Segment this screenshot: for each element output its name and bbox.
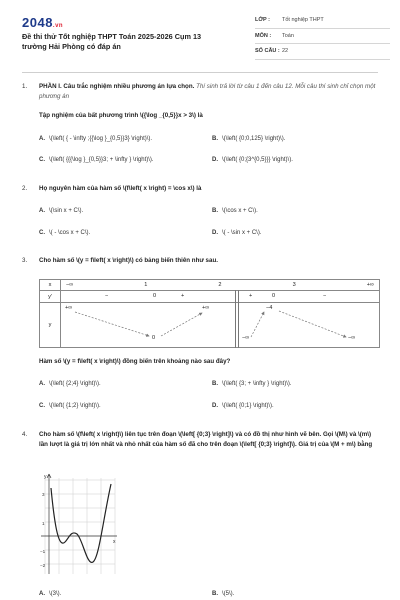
vt-dy-cell	[61, 291, 380, 303]
q2-option-c[interactable]: C. \( - \cos x + C\).	[39, 230, 91, 236]
site-logo[interactable]: 2048.vn	[22, 15, 64, 30]
vt-x-label: x	[40, 280, 61, 291]
vt-y-value: +∞	[202, 305, 210, 311]
question-text: Họ nguyên hàm của hàm số \(f\left( x \right) = \cos x\) là	[39, 185, 202, 192]
graph-y-label: y	[44, 474, 47, 480]
q2-option-a[interactable]: A. \(\sin x + C\).	[39, 208, 84, 214]
vt-arrow-up	[251, 312, 264, 337]
vt-y-value: 0	[152, 335, 156, 341]
question-text: Cho hàm số \(y = f\left( x \right)\) có bảng biến thiên như sau.	[39, 257, 218, 264]
document-meta	[255, 13, 390, 60]
question-note: Thí sinh trả lời từ câu 1 đến câu 12. Mỗi câu thí sinh chỉ chọn một phương án	[39, 83, 376, 100]
vt-x-value: 2	[218, 282, 222, 288]
vt-dy-sign: −	[105, 293, 109, 299]
vt-y-value: −∞	[242, 335, 250, 341]
meta-row-count: SỐ CÂU : 22	[255, 44, 390, 60]
vt-arrow-down	[75, 312, 149, 336]
vt-y-label: y	[40, 303, 61, 348]
question-text: PHẦN I. Câu trắc nghiệm nhiều phương án lựa chọn. Thí sinh trả lời từ câu 1 đến câu 12. Mỗi câu thí sinh chỉ chọn một phương án	[39, 83, 376, 100]
vt-dy-sign: 0	[153, 293, 157, 299]
page-header	[0, 0, 400, 64]
q4-option-b[interactable]: B. \(5\).	[212, 591, 235, 597]
vt-x-value: +∞	[366, 282, 374, 288]
graph-tick-label: −1	[40, 549, 46, 554]
vt-arrow-up	[161, 313, 202, 336]
vt-dy-sign: 0	[272, 293, 276, 299]
graph-tick-label: 3	[42, 492, 45, 497]
vt-y-value: +∞	[65, 305, 73, 311]
vt-y-value: −∞	[348, 335, 356, 341]
q3-option-d[interactable]: D. \(\left( {0;1} \right)\).	[212, 403, 274, 409]
q3-option-a[interactable]: A. \(\left( {2;4} \right)\).	[39, 381, 101, 387]
function-graph	[39, 470, 119, 580]
q3-option-b[interactable]: B. \(\left( {3; + \infty } \right)\).	[212, 381, 292, 387]
q4-option-a[interactable]: A. \(3\).	[39, 591, 62, 597]
question-1-subtext: Tập nghiệm của bất phương trình \({\log _{0,5}}x > 3\) là	[39, 112, 203, 119]
q1-option-d[interactable]: D. \(\left( {0;{3^{0,5}}} \right)\).	[212, 157, 293, 163]
meta-row-subject: MÔN : Toán	[255, 29, 390, 45]
meta-row-class: LỚP : Tốt nghiệp THPT	[255, 13, 390, 29]
vt-dy-label: y'	[40, 291, 61, 303]
vt-x-value: 3	[292, 282, 296, 288]
question-number: 2.	[22, 185, 28, 192]
q1-option-c[interactable]: C. \(\left( {{{\log }_{0,5}}3; + \infty } \right)\).	[39, 157, 154, 163]
vt-y-cell	[61, 303, 380, 348]
graph-x-label: x	[113, 539, 116, 545]
q1-option-a[interactable]: A. \(\left( { - \infty ;{{\log }_{0,5}}3} \right)\).	[39, 136, 153, 142]
vt-dy-sign: +	[181, 293, 185, 299]
q2-option-d[interactable]: D. \( - \sin x + C\).	[212, 230, 262, 236]
q1-option-b[interactable]: B. \(\left( {0;0,125} \right)\).	[212, 136, 286, 142]
question-number: 1.	[22, 83, 28, 90]
vt-x-cell	[61, 280, 380, 291]
vt-x-value: 1	[144, 282, 148, 288]
graph-tick-label: 1	[42, 521, 45, 526]
vt-dy-sign: +	[249, 293, 253, 299]
variation-table	[39, 279, 380, 348]
question-number: 4.	[22, 431, 28, 438]
vt-arrows	[61, 303, 380, 347]
graph-tick-label: −2	[40, 563, 46, 568]
question-number: 3.	[22, 257, 28, 264]
q2-option-b[interactable]: B. \(\cos x + C\).	[212, 208, 258, 214]
vt-x-value: −∞	[66, 282, 74, 288]
document-title: Đề thi thử Tốt nghiệp THPT Toán 2025-2026 Cụm 13 trường Hải Phòng có đáp án	[22, 32, 202, 51]
vt-arrow-down	[279, 311, 346, 337]
question-3-subtext: Hàm số \(y = f\left( x \right)\) đồng biến trên khoảng nào sau đây?	[39, 358, 231, 365]
vt-dy-sign: −	[323, 293, 327, 299]
q3-option-c[interactable]: C. \(\left( {1;2} \right)\).	[39, 403, 101, 409]
function-curve	[51, 484, 111, 562]
question-text: Cho hàm số \(f\left( x \right)\) liên tục trên đoạn \(\left[ {0;3} \right]\) và có đồ thị như hình vẽ bên. Gọi \(M\) và \(m\) lần lượt là giá trị lớn nhất và nhỏ nhất của hàm số đã cho trên đoạn \(\left[ {0;3} \right]\). Giá trị của \(M + m\) bằng	[39, 431, 373, 448]
header-divider	[22, 72, 378, 73]
vt-y-value: −4	[266, 305, 273, 311]
